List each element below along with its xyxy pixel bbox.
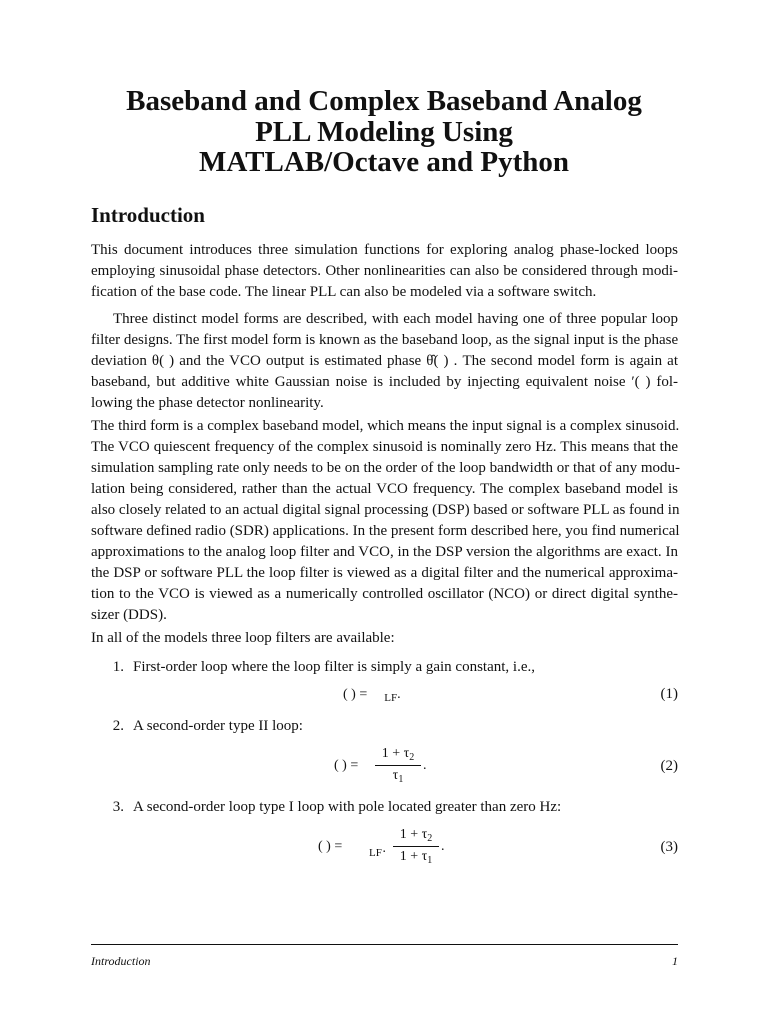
equation-subscript: LF <box>369 847 382 859</box>
equation-3-lhs: ( ) = <box>318 839 343 854</box>
paragraph-line: deviation θ( ) and the VCO output is estimated phase θ̂( ) . The second model form is again at <box>91 353 678 369</box>
fraction-bar <box>375 765 421 766</box>
equation-2-lhs: ( ) = <box>334 758 359 773</box>
paragraph-line: the DSP or software PLL the loop filter is viewed as a digital filter and the numerical approxima- <box>91 565 678 581</box>
equation-2-fraction <box>375 746 421 785</box>
list-item <box>91 659 535 676</box>
denominator-subscript: 1 <box>427 855 433 866</box>
paragraph-line: baseband, but additive white Gaussian noise is included by injecting equivalent noise ′( ) fol- <box>91 374 678 390</box>
paragraph-line: employing sinusoidal phase detectors. Other nonlinearities can also be considered through modi- <box>91 263 678 279</box>
paragraph-line: The third form is a complex baseband model, which means the input signal is a complex sinusoid. <box>91 418 680 434</box>
equation-lhs: ( ) = <box>343 687 368 702</box>
numerator-text: 1 + τ <box>381 746 410 761</box>
title-line-3: MATLAB/Octave and Python <box>198 146 570 178</box>
equation-subscript: LF <box>384 692 398 704</box>
paragraph-line: In all of the models three loop filters are available: <box>91 630 395 646</box>
paragraph-line: sizer (DDS). <box>91 607 167 623</box>
paragraph-3 <box>91 416 681 626</box>
equation-3-pre <box>369 845 387 861</box>
list-item-number: 2. <box>112 718 124 734</box>
numerator-subscript: 2 <box>409 752 415 763</box>
fraction-denominator <box>375 768 421 785</box>
footer-page-number: 1 <box>672 954 678 968</box>
paragraph-line: approximations to the analog loop filter and VCO, in the DSP version the algorithms are exact. In <box>91 544 678 560</box>
list-item-number: 1. <box>112 659 124 675</box>
footer-divider <box>91 944 678 945</box>
paragraph-line: lation being considered, rather than the actual VCO frequency. The complex baseband model is <box>91 481 678 497</box>
paragraph-2 <box>91 309 678 414</box>
paragraph-line: fication of the base code. The linear PLL can also be modeled via a software switch. <box>91 284 597 300</box>
paragraph-line: Three distinct model forms are described, with each model having one of three popular loop <box>113 311 678 327</box>
paragraph-line: software defined radio (SDR) applications. In the present form described here, you find numerical <box>91 523 680 539</box>
fraction-numerator <box>375 746 421 763</box>
list-item-label: First-order loop where the loop filter is simply a gain constant, i.e., <box>133 659 535 675</box>
list-item <box>91 799 561 816</box>
equation-tail: . <box>397 687 401 702</box>
equation-3-fraction <box>393 827 439 866</box>
list-item <box>91 718 303 735</box>
numerator-text: 1 + τ <box>399 827 428 842</box>
equation-number-3: (3) <box>660 839 678 855</box>
equation-number-1: (1) <box>660 686 678 702</box>
paragraph-line: This document introduces three simulation functions for exploring analog phase-locked loops <box>91 242 678 258</box>
paragraph-4 <box>91 628 678 649</box>
list-item-number: 3. <box>112 799 124 815</box>
list-item-label: A second-order loop type I loop with pole located greater than zero Hz: <box>133 799 562 815</box>
paragraph-line: simulation sampling rate only needs to be on the order of the loop bandwidth or that of any modu- <box>91 460 681 476</box>
list-item-label: A second-order type II loop: <box>133 718 303 734</box>
paragraph-line: lowing the phase detector nonlinearity. <box>91 395 324 411</box>
section-heading: Introduction <box>91 203 205 227</box>
equation-2-tail: . <box>423 758 427 773</box>
document-title <box>60 86 708 178</box>
fraction-denominator <box>393 849 439 866</box>
paragraph-line: also closely related to an actual digital signal processing (DSP) based or software PLL as found in <box>91 502 680 518</box>
fraction-bar <box>393 846 439 847</box>
equation-dot: · <box>381 845 387 860</box>
denominator-subscript: 1 <box>398 774 404 785</box>
fraction-numerator <box>393 827 439 844</box>
title-line-1: Baseband and Complex Baseband Analog <box>126 85 642 117</box>
paragraph-1 <box>91 240 678 303</box>
title-line-2: PLL Modeling Using <box>255 115 513 148</box>
paragraph-line: The VCO quiescent frequency of the complex sinusoid is nominally zero Hz. This means that the <box>91 439 678 455</box>
footer-section-name: Introduction <box>91 954 151 968</box>
numerator-subscript: 2 <box>427 833 433 844</box>
denominator-text: 1 + τ <box>399 849 428 864</box>
equation-number-2: (2) <box>660 758 678 774</box>
paragraph-line: tion to the VCO is viewed as a numerically controlled oscillator (NCO) or direct digital synthe- <box>91 586 678 602</box>
denominator-text: τ <box>392 768 399 783</box>
equation-1 <box>343 687 401 704</box>
paragraph-line: filter designs. The first model form is known as the baseband loop, as the signal input is the phase <box>91 332 679 348</box>
equation-3-tail: . <box>441 839 445 854</box>
